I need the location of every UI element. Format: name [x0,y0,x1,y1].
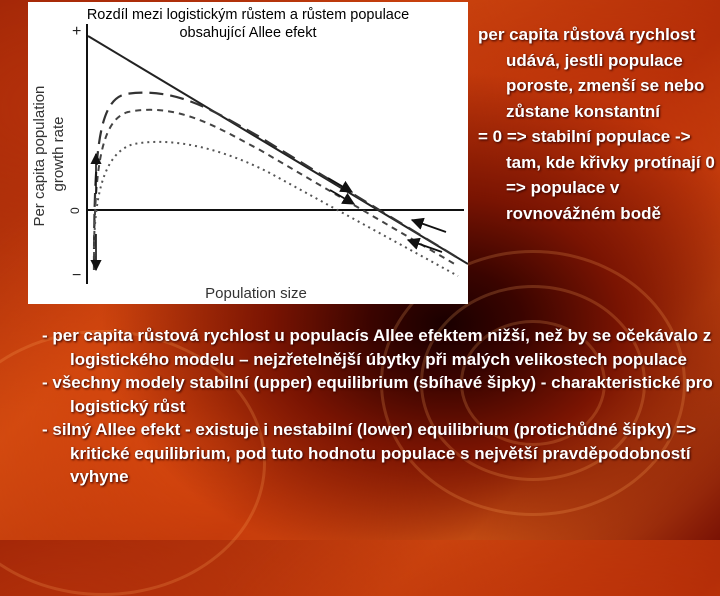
bottom-bullet-2: - všechny modely stabilní (upper) equilibrium (sbíhavé šipky) - charakteristické pro logistický růst [42,373,713,416]
growth-rate-chart [28,2,468,304]
series-short-dash [94,110,458,270]
chart-title-line2: obsahující Allee efekt [179,25,317,41]
side-paragraph-1: per capita růstová rychlost udává, jestli populace poroste, zmenší se nebo zůstane konstantní [478,25,705,121]
y-axis-label-line2: growth rate [50,116,67,192]
chart-title-line1: Rozdíl mezi logistickým růstem a růstem populace [86,7,410,23]
bottom-bullet-1: - per capita růstová rychlost u populacís Allee efektem nižší, než by se očekávalo z logistického modelu – nejzřetelnější úbytky při malých velikostech populace [42,326,712,369]
chart-panel [28,2,468,304]
y-axis-label [31,81,67,226]
y-zero-label: 0 [68,207,82,214]
upper-arrow-right-solid [412,220,446,232]
y-plus-label: + [72,23,82,40]
side-explanation [478,22,716,226]
series-long-dash [94,93,458,270]
y-axis-label-line1: Per capita population [31,85,48,227]
x-axis-label: Population size [205,285,307,302]
series-dotted [94,142,458,276]
y-minus-label: − [72,267,82,284]
side-paragraph-2: = 0 => stabilní populace -> tam, kde křivky protínají 0 => populace v rovnovážném bodě [478,127,715,223]
bottom-bullet-3: - silný Allee efekt - existuje i nestabilní (lower) equilibrium (protichůdné šipky) => kritické equilibrium, pod tuto hodnotu populace s největší pravděpodobností vyhyne [42,420,697,486]
bottom-notes [42,324,718,489]
